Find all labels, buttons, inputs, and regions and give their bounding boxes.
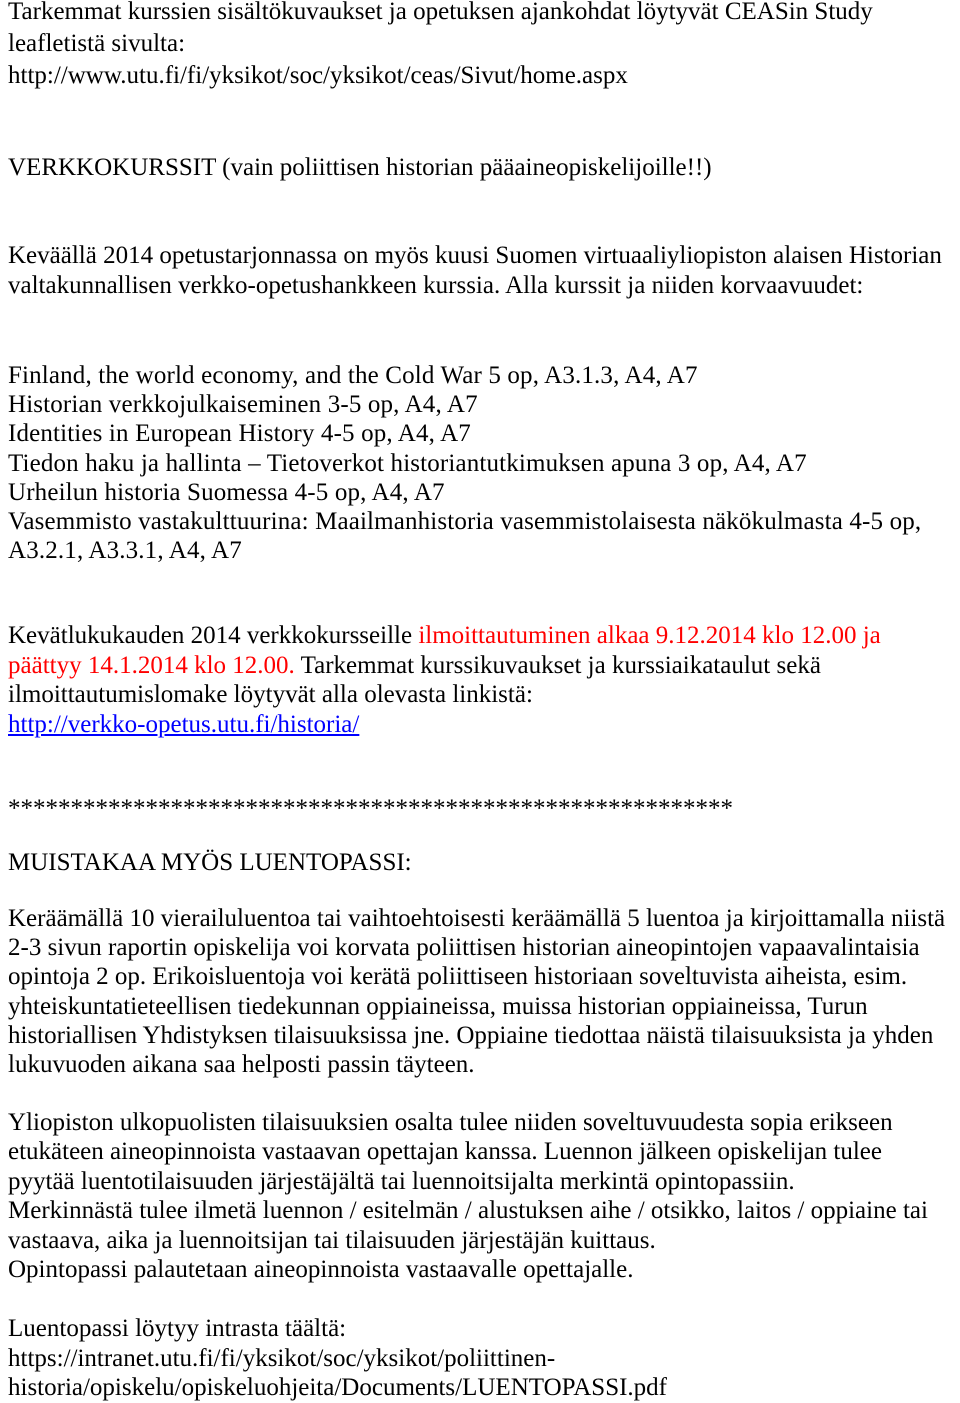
paragraph-line: Opintopassi palautetaan aineopinnoista vastaavalle opettajalle. — [8, 1256, 634, 1284]
registration-line — [8, 651, 881, 681]
ceas-url-text: http://www.utu.fi/fi/yksikot/soc/yksikot/ceas/Sivut/home.aspx — [8, 62, 628, 89]
luentopassi-heading-text: MUISTAKAA MYÖS LUENTOPASSI: — [8, 849, 412, 876]
registration-line — [8, 621, 881, 651]
course-item: Urheilun historia Suomessa 4-5 op, A4, A7 — [8, 478, 445, 506]
verkko-opetus-link[interactable]: http://verkko-opetus.utu.fi/historia/ — [8, 711, 360, 739]
course-item: Identities in European History 4-5 op, A4, A7 — [8, 420, 471, 448]
registration-deadline-highlight: päättyy 14.1.2014 klo 12.00. — [8, 651, 295, 679]
paragraph-line: Merkinnästä tulee ilmetä luennon / esitelmän / alustuksen aihe / otsikko, laitos / oppiaine tai — [8, 1197, 928, 1225]
registration-text: Kevätlukukauden 2014 verkkokursseille — [8, 622, 419, 649]
verkkokurssit-heading — [8, 153, 712, 183]
paragraph-line: vastaava, aika ja luennoitsijan tai tilaisuuden järjestäjän kuittaus. — [8, 1226, 656, 1254]
course-item-continuation: A3.2.1, A3.3.1, A4, A7 — [8, 537, 242, 565]
paragraph-line: valtakunnallisen verkko-opetushankkeen kurssia. Alla kurssit ja niiden korvaavuudet: — [8, 272, 864, 299]
paragraph-line: Keräämällä 10 vierailuluentoa tai vaihtoehtoisesti keräämällä 5 luentoa ja kirjoittamalla niistä — [8, 905, 946, 932]
luentopassi-paragraph-2 — [8, 1108, 928, 1284]
luentopassi-heading — [8, 848, 412, 878]
asterisk-separator — [8, 794, 733, 824]
registration-text: Tarkemmat kurssikuvaukset ja kurssiaikataulut sekä — [294, 651, 821, 679]
course-list — [8, 361, 921, 565]
course-item: Vasemmisto vastakulttuurina: Maailmanhistoria vasemmistolaisesta näkökulmasta 4-5 op, — [8, 508, 922, 536]
luentopassi-location — [8, 1314, 667, 1403]
paragraph-line: historiallisen Yhdistyksen tilaisuuksissa jne. Oppiaine tiedottaa näistä tilaisuuksista ja yhden — [8, 1021, 934, 1049]
paragraph-line: Yliopiston ulkopuolisten tilaisuuksien osalta tulee niiden soveltuvuudesta sopia erikseen — [8, 1109, 893, 1136]
registration-info — [8, 621, 881, 740]
luentopassi-location-label: Luentopassi löytyy intrasta täältä: — [8, 1315, 347, 1342]
course-item: Finland, the world economy, and the Cold War 5 op, A3.1.3, A4, A7 — [8, 362, 698, 389]
registration-deadline-highlight: ilmoittautuminen alkaa 9.12.2014 klo 12.00 ja — [418, 622, 881, 649]
registration-link-line — [8, 710, 881, 740]
paragraph-line: lukuvuoden aikana saa helposti passin täyteen. — [8, 1051, 475, 1079]
luentopassi-paragraph-1 — [8, 904, 945, 1079]
registration-line: ilmoittautumislomake löytyvät alla olevasta linkistä: — [8, 681, 533, 709]
course-item: Tiedon haku ja hallinta – Tietoverkot historiantutkimuksen apuna 3 op, A4, A7 — [8, 449, 807, 477]
intranet-url-text: https://intranet.utu.fi/fi/yksikot/soc/yksikot/poliittinen- — [8, 1344, 556, 1372]
paragraph-line: 2-3 sivun raportin opiskelija voi korvata poliittisen historian aineopintojen vapaavalintaisia — [8, 934, 920, 962]
paragraph-line: Keväällä 2014 opetustarjonnassa on myös kuusi Suomen virtuaaliyliopiston alaisen Historian — [8, 242, 942, 269]
course-item: Historian verkkojulkaiseminen 3-5 op, A4, A7 — [8, 391, 478, 419]
intro-line: Tarkemmat kurssien sisältökuvaukset ja opetuksen ajankohdat löytyvät CEASin Study — [8, 0, 873, 25]
verkkokurssit-intro — [8, 241, 942, 301]
intranet-url-text: historia/opiskelu/opiskeluohjeita/Documents/LUENTOPASSI.pdf — [8, 1374, 667, 1401]
paragraph-line: pyytää luentotilaisuuden järjestäjältä tai luennoitsijalta merkintä opintopassiin. — [8, 1167, 795, 1195]
paragraph-line: opintoja 2 op. Erikoisluentoja voi kerätä poliittiseen historiaan soveltuvista aiheista, esim. — [8, 963, 908, 991]
verkkokurssit-heading-text: VERKKOKURSSIT (vain poliittisen historian pääaineopiskelijoille!!) — [8, 154, 712, 181]
paragraph-line: yhteiskuntatieteellisen tiedekunnan oppiaineissa, muissa historian oppiaineissa, Turun — [8, 992, 868, 1020]
paragraph-line: etukäteen aineopinnoista vastaavan opettajan kanssa. Luennon jälkeen opiskelijan tulee — [8, 1138, 882, 1166]
asterisk-separator-text: ********************************************************** — [8, 795, 733, 822]
intro-line: leafletistä sivulta: — [8, 30, 186, 57]
intro-block — [8, 0, 873, 92]
